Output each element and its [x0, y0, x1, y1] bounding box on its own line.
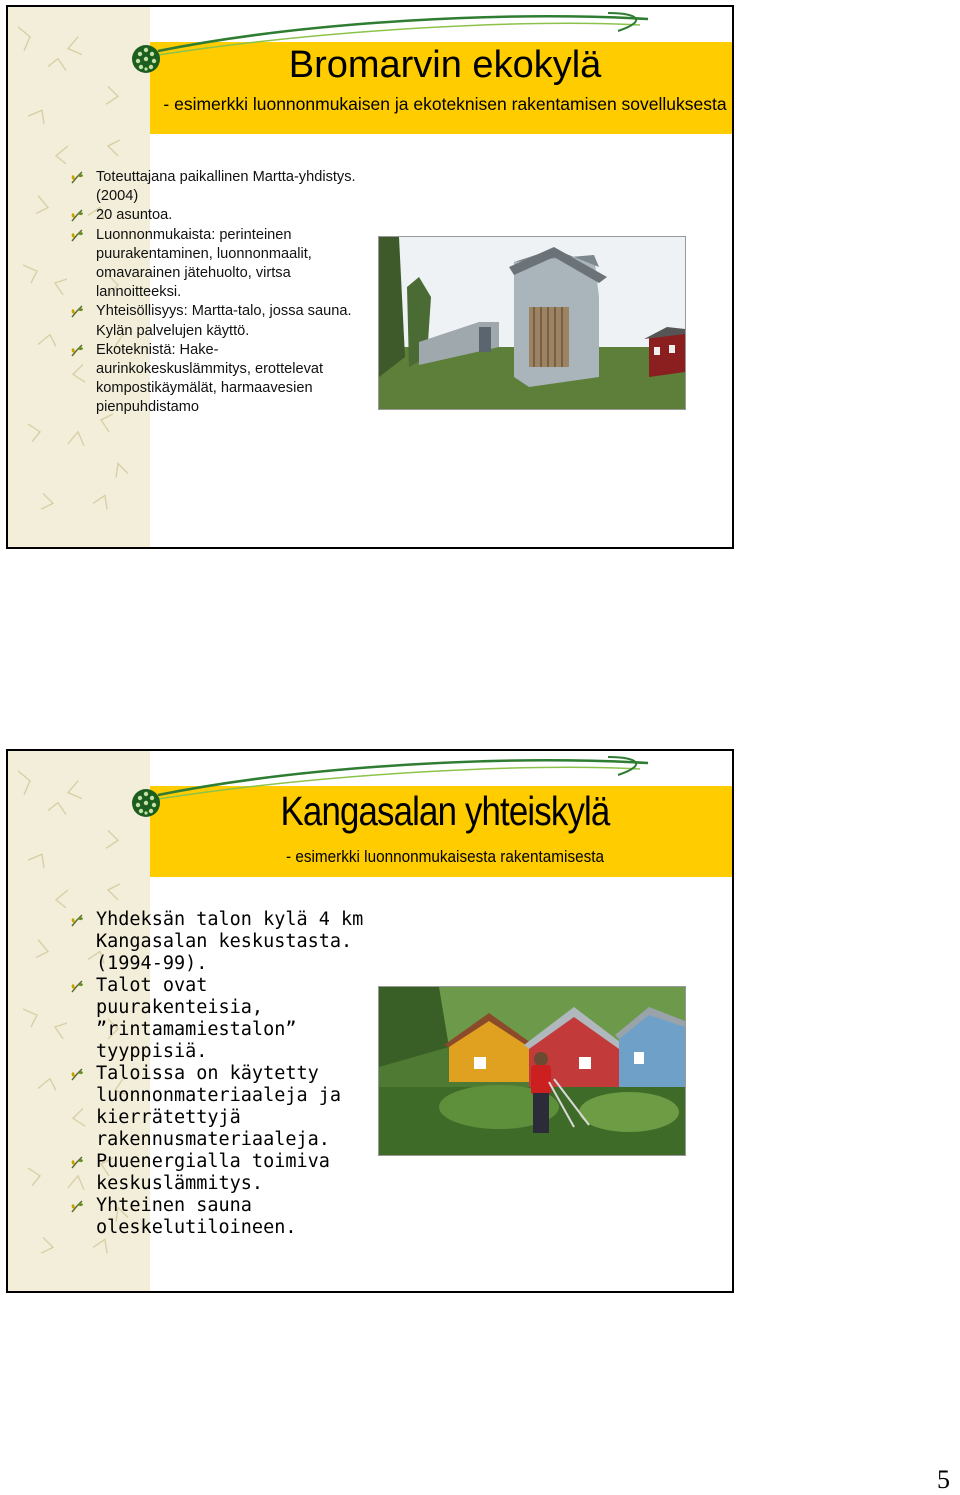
leaf-sprout-icon — [70, 344, 84, 357]
slide-subtitle: - esimerkki luonnonmukaisen ja ekoteknisen rakentamisen sovelluksesta — [163, 94, 727, 114]
leaf-sprout-icon — [70, 914, 84, 927]
title-band — [150, 42, 734, 134]
leaf-sprout-icon — [70, 209, 84, 222]
photo-eco-village-houses — [378, 236, 686, 410]
list-item: Puuenergialla toimiva keskuslämmitys. — [70, 1151, 370, 1195]
leaf-sprout-icon — [70, 229, 84, 242]
list-item: Yhdeksän talon kylä 4 km Kangasalan keskustasta. (1994-99). — [70, 909, 370, 975]
leaf-sprout-icon — [70, 1156, 84, 1169]
list-item: Talot ovat puurakenteisia, ”rintamamiestalon” tyyppisiä. — [70, 975, 370, 1063]
list-item: Taloissa on käytetty luonnonmateriaaleja ja kierrätettyjä rakennusmateriaaleja. — [70, 1063, 370, 1151]
list-item: Toteuttajana paikallinen Martta-yhdistys. (2004) — [70, 168, 370, 206]
slide-subtitle: - esimerkki luonnonmukaisesta rakentamisesta — [285, 847, 605, 866]
page-number: 5 — [937, 1465, 950, 1494]
leaf-sprout-icon — [70, 980, 84, 993]
photo-woman-in-garden — [378, 986, 686, 1156]
bullet-list — [70, 909, 370, 1239]
list-item: Yhteinen sauna oleskelutiloineen. — [70, 1195, 370, 1239]
list-item: Yhteisöllisyys: Martta-talo, jossa sauna. Kylän palvelujen käyttö. — [70, 302, 370, 340]
list-item: Luonnonmukaista: perinteinen puurakentaminen, luonnonmaalit, omavarainen jätehuolto, virtsa lannoitteeksi. — [70, 226, 370, 303]
dotted-circle-icon — [131, 788, 161, 818]
bullet-list — [70, 168, 370, 418]
slide-title: Bromarvin ekokylä — [288, 44, 602, 86]
leaf-sprout-icon — [70, 1068, 84, 1081]
slide-2 — [6, 749, 734, 1293]
list-item: Ekoteknistä: Hake-aurinkokeskuslämmitys, erottelevat kompostikäymälät, harmaavesien pienpuhdistamo — [70, 341, 370, 418]
leaf-sprout-icon — [70, 171, 84, 184]
leaf-sprout-icon — [70, 305, 84, 318]
leaf-sprout-icon — [70, 1200, 84, 1213]
dotted-circle-icon — [131, 44, 161, 74]
title-band — [150, 786, 734, 877]
slide-1 — [6, 5, 734, 549]
list-item: 20 asuntoa. — [70, 206, 370, 225]
slide-title: Kangasalan yhteiskylä — [280, 788, 610, 834]
